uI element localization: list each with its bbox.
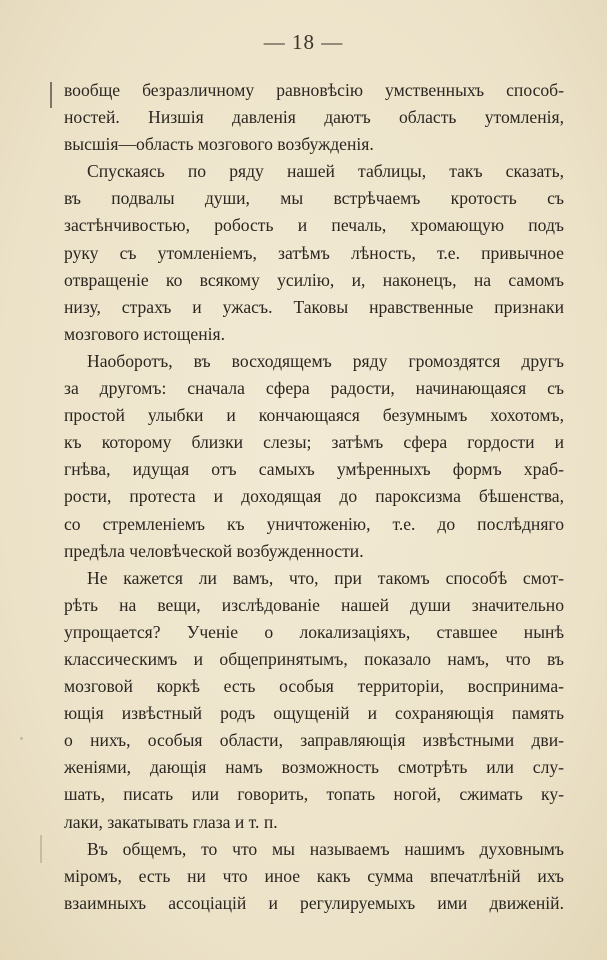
text-line: къ которому близки слезы; затѣмъ сфера гордости и — [64, 432, 564, 453]
text-line: классическимъ и общепринятымъ, показало намъ, что въ — [64, 648, 564, 669]
text-line: Спускаясь по ряду нашей таблицы, такъ сказать, — [87, 161, 564, 182]
text-line: Наоборотъ, въ восходящемъ ряду громоздятся другъ — [87, 350, 564, 371]
text-line: шать, писать или говорить, топать ногой, сжимать ку- — [64, 784, 564, 805]
text-line: мозговой коркѣ есть особыя территоріи, воспринима- — [64, 676, 564, 697]
text-line: низу, страхъ и ужасъ. Таковы нравственные признаки — [64, 296, 564, 317]
text-line: предѣла человѣческой возбужденности. — [64, 540, 364, 561]
text-line: рѣть на вещи, изслѣдованіе нашей души значительно — [64, 594, 564, 615]
text-line: отвращеніе ко всякому усилію, и, наконецъ, на самомъ — [64, 269, 564, 290]
text-line: Въ общемъ, то что мы называемъ нашимъ духовнымъ — [87, 838, 564, 859]
text-line: гнѣва, идущая отъ самыхъ умѣренныхъ формъ храб- — [64, 459, 564, 480]
text-line: застѣнчивостью, робость и печаль, хромающую подъ — [64, 215, 564, 236]
text-line: упрощается? Ученіе о локализаціяхъ, ставшее нынѣ — [64, 621, 564, 642]
page-number: — 18 — — [263, 30, 344, 54]
text-line: ющія извѣстный родъ ощущеній и сохраняющія память — [64, 703, 564, 724]
text-line: рости, протеста и доходящая до пароксизма бѣшенства, — [64, 486, 564, 507]
text-line: ностей. Низшія давленія даютъ область утомленія, — [64, 107, 564, 128]
text-line: вообще безразличному равновѣсію умственныхъ способ- — [64, 80, 564, 100]
text-line: лаки, закатывать глаза и т. п. — [64, 811, 278, 832]
margin-mark — [50, 82, 52, 108]
text-line: мозгового истощенія. — [64, 323, 226, 344]
text-line: простой улыбки и кончающаяся безумнымъ хохотомъ, — [64, 405, 564, 426]
text-line: Не кажется ли вамъ, что, при такомъ способѣ смот- — [87, 567, 564, 588]
text-line: женіями, дающія намъ возможность смотрѣть или слу- — [64, 757, 564, 778]
text-line: руку съ утомленіемъ, затѣмъ лѣность, т.е. привычное — [64, 242, 564, 263]
text-line: о нихъ, особыя области, заправляющія извѣстными дви- — [64, 730, 564, 751]
text-line: въ подвалы души, мы встрѣчаемъ кротость съ — [64, 188, 564, 209]
body-text — [64, 77, 564, 917]
margin-mark — [40, 835, 42, 863]
text-line: высшія—область мозгового возбужденія. — [64, 134, 374, 155]
paper-speck — [20, 737, 23, 740]
text-line: міромъ, есть ни что иное какъ сумма впечатлѣній ихъ — [64, 865, 564, 886]
text-line: за другомъ: сначала сфера радости, начинающаяся съ — [64, 378, 564, 399]
text-line: взаимныхъ ассоціацій и регулируемыхъ ими движеній. — [64, 892, 564, 913]
text-line: со стремленіемъ къ уничтоженію, т.е. до послѣдняго — [64, 513, 564, 534]
